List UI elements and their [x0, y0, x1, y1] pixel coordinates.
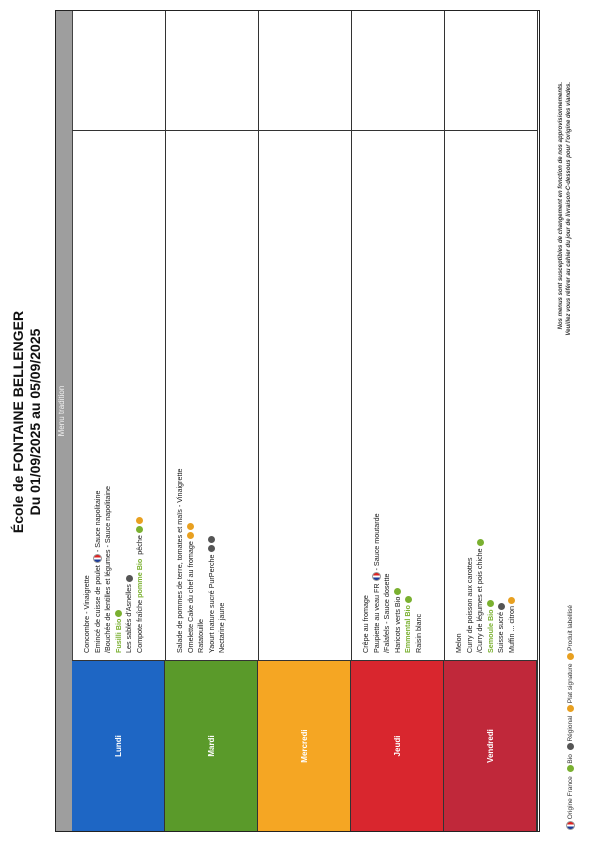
day-label: Mercredi	[299, 729, 309, 763]
dish-name: Muffin	[506, 633, 516, 653]
dish-suffix: pêche	[134, 535, 144, 557]
bio-icon	[115, 610, 122, 617]
dish-name: Compote fraîche	[134, 597, 144, 653]
legend	[566, 605, 575, 832]
dish-name: Raisin blanc	[413, 613, 423, 653]
menu-item	[393, 513, 404, 653]
date-range: Du 01/09/2025 au 05/09/2025	[27, 328, 43, 516]
day-menu	[82, 486, 145, 653]
menu-item	[196, 469, 207, 653]
bio-icon	[136, 526, 143, 533]
regional-icon	[208, 536, 215, 543]
footnote-changes: Nos menus sont susceptibles de changement en fonction de nos approvisionnements.	[558, 82, 564, 330]
label-icon	[187, 523, 194, 530]
legend-regional: Régional	[567, 715, 575, 742]
regional-icon	[498, 603, 505, 610]
france-flag-icon	[372, 572, 381, 581]
bio-icon	[394, 588, 401, 595]
day-label: Mardi	[206, 735, 216, 757]
menu-item	[217, 469, 228, 653]
dish-name: Ratatouille	[196, 619, 205, 653]
dish-name: Semoule Bio	[485, 609, 495, 653]
france-flag-icon	[566, 821, 575, 830]
dish-name: Nectarine jaune	[217, 602, 226, 653]
label-icon	[136, 517, 143, 524]
day-menu	[175, 469, 228, 653]
column-divider	[72, 130, 537, 131]
day-cell-0	[72, 661, 165, 831]
menu-item	[475, 539, 486, 653]
dish-name: Yaourt nature sucré PurPerche	[206, 554, 216, 653]
label-icon	[567, 653, 574, 660]
menu-item	[82, 486, 93, 653]
bio-icon	[477, 539, 484, 546]
dish-name: Les sablés d'Asnelles	[124, 584, 133, 653]
menu-item	[207, 469, 218, 653]
legend-origine: Origine France	[567, 776, 575, 820]
signature-icon	[187, 532, 194, 539]
france-flag-icon	[93, 554, 102, 563]
menu-item	[135, 486, 146, 653]
dish-name: Omelette Cake du chef au fromage	[185, 541, 195, 653]
signature-icon	[567, 705, 574, 712]
dish-name: Emincé de cuisse de poulet	[92, 565, 102, 653]
day-cell-3	[351, 661, 444, 831]
menu-item	[103, 486, 114, 653]
menu-item	[175, 469, 186, 653]
day-cell-2	[258, 661, 351, 831]
dish-name: /Falafels - Sauce dosette	[382, 573, 391, 653]
dish-name: Salade de pommes de terre, tomates et maïs - Vinaigrette	[175, 468, 184, 653]
dish-name: Crêpe au fromage	[361, 595, 370, 653]
menu-item	[507, 539, 518, 653]
label-icon	[508, 597, 515, 604]
dish-suffix: - Sauce moutarde	[371, 513, 381, 571]
footnote-origin: Veuillez vous référer au cahier du jour de livraison-C-dessous pour l'origine des viandes.	[566, 82, 572, 336]
row-divider	[537, 11, 538, 831]
dish-name: /Bouchée de lentilles et légumes - Sauce napolitaine	[103, 485, 112, 653]
bio-word: pomme Bio	[134, 558, 144, 598]
dish-name: Melon	[454, 633, 463, 653]
legend-signature: Plat signature	[567, 663, 575, 704]
day-label: Vendredi	[485, 729, 495, 763]
bio-icon	[567, 765, 574, 772]
regional-icon	[126, 575, 133, 582]
day-menu	[454, 539, 517, 653]
day-cell-4	[444, 661, 537, 831]
regional-icon	[567, 743, 574, 750]
dish-name: Concombre - Vinaigrette	[82, 575, 91, 653]
dish-name: Curry de poisson aux carottes	[464, 557, 474, 653]
day-cell-1	[165, 661, 258, 831]
menu-item	[124, 486, 135, 653]
legend-bio: Bio	[567, 754, 575, 764]
dish-name: Paupiette au veau FR	[371, 583, 381, 653]
menu-type-label: Menu tradition	[57, 385, 66, 437]
menu-table	[55, 10, 540, 832]
menu-item	[496, 539, 507, 653]
dish-suffix: ... citron	[506, 605, 516, 632]
school-title: École de FONTAINE BELLENGER	[10, 310, 26, 534]
dish-name: Suisse sucré	[496, 611, 505, 653]
dish-name: Fusilli Bio	[113, 618, 123, 653]
menu-item	[361, 513, 372, 653]
menu-item	[93, 486, 104, 653]
menu-item	[414, 513, 425, 653]
day-label: Jeudi	[392, 735, 402, 757]
regional-icon	[208, 545, 215, 552]
day-menu	[361, 513, 424, 653]
dish-name: Emmental Bio	[403, 605, 412, 653]
menu-item	[465, 539, 476, 653]
menu-item	[186, 469, 197, 653]
header-strip	[56, 11, 73, 831]
menu-item	[486, 539, 497, 653]
dish-name: /Curry de légumes et pois chiche	[475, 548, 484, 653]
bio-icon	[487, 600, 494, 607]
menu-item	[454, 539, 465, 653]
dish-name: Haricots verts Bio	[392, 596, 402, 653]
column-divider	[72, 660, 537, 661]
menu-item	[382, 513, 393, 653]
legend-labellise: Produit labellisé	[567, 604, 575, 651]
menu-item	[372, 513, 383, 653]
day-label: Lundi	[113, 735, 123, 757]
dish-suffix: - Sauce napolitaine	[92, 490, 102, 553]
bio-icon	[405, 596, 412, 603]
menu-item	[114, 486, 125, 653]
menu-item	[403, 513, 414, 653]
